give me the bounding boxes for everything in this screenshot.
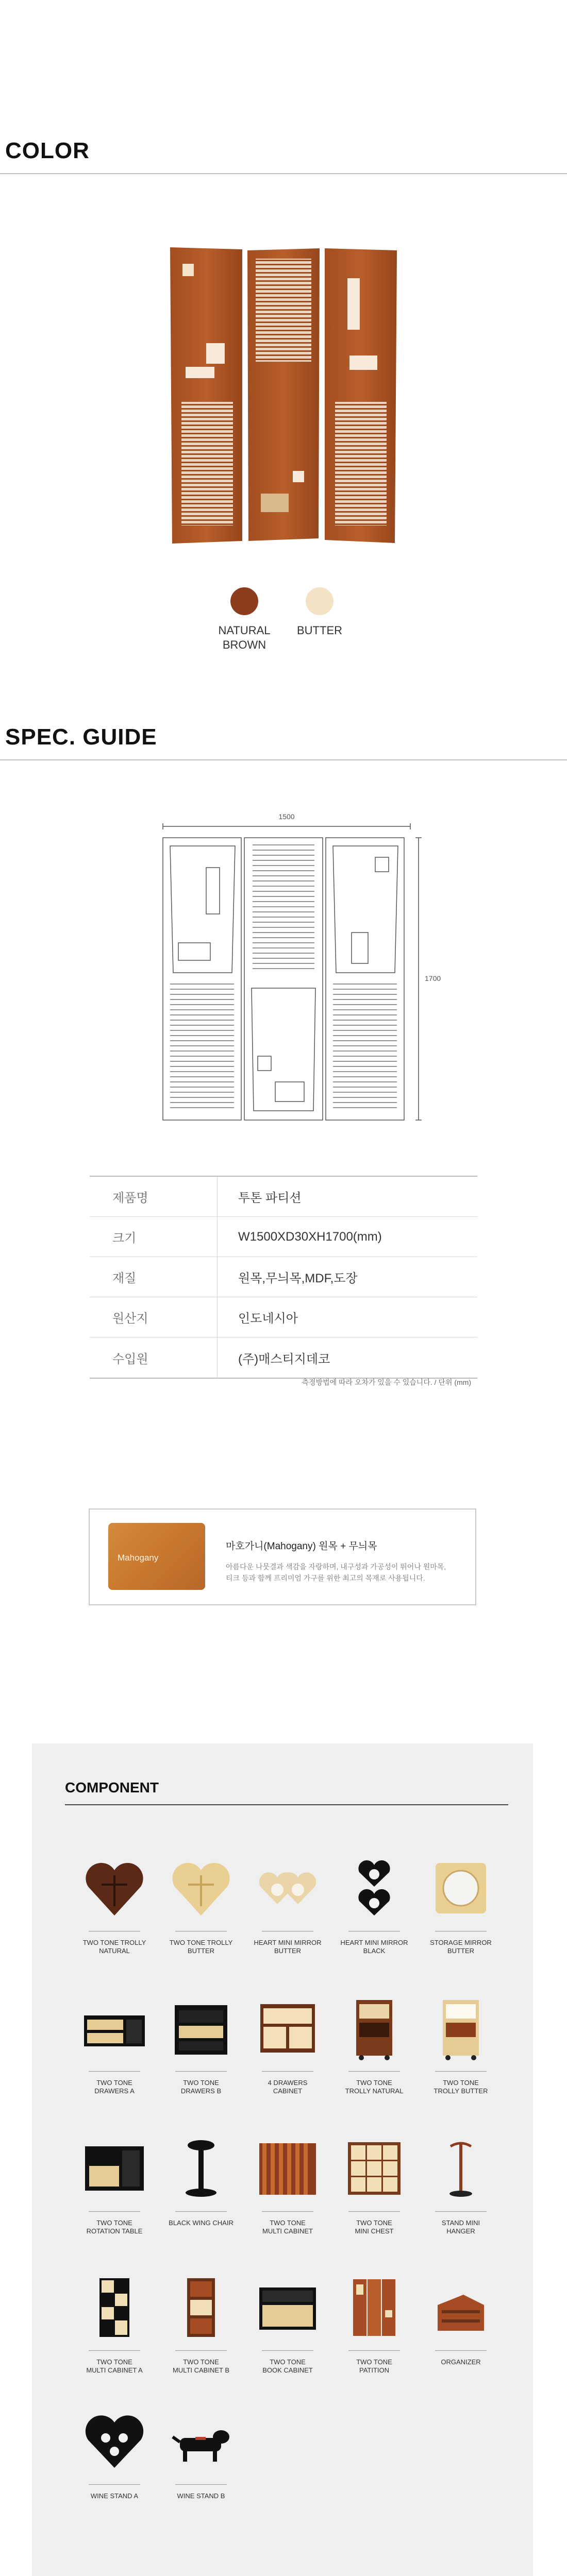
mahogany-wood-swatch <box>108 1523 205 1590</box>
component-label-line1: HEART MINI MIRROR <box>340 1939 408 1946</box>
natural-brown-swatch[interactable] <box>230 587 258 615</box>
component-label-line2: MULTI CABINET A <box>86 2366 143 2374</box>
component-label-line2: NATURAL <box>99 1947 130 1955</box>
component-label <box>73 2079 156 2095</box>
component-label <box>333 2079 415 2095</box>
component-label <box>73 1939 156 1955</box>
component-label <box>160 2079 242 2095</box>
component-label-line2: BOOK CABINET <box>262 2366 313 2374</box>
component-label-line1: TWO TONE <box>96 2219 132 2227</box>
component-label <box>160 2492 242 2500</box>
spec-value: W1500XD30XH1700(mm) <box>238 1229 382 1244</box>
component-label <box>246 2219 329 2235</box>
tall-cabinet-icon <box>168 2274 235 2341</box>
component-label <box>160 2219 242 2227</box>
trolly-butter-icon <box>427 1995 494 2062</box>
component-label-line2: BUTTER <box>447 1947 474 1955</box>
component-label-line2: MULTI CABINET B <box>172 2366 230 2374</box>
component-label-line1: TWO TONE <box>356 2219 392 2227</box>
component-divider-line <box>348 2350 400 2351</box>
cabinet-4-drawers-icon <box>254 1995 321 2062</box>
component-label <box>333 1939 415 1955</box>
book-cabinet-icon <box>254 2274 321 2341</box>
component-label-line1: TWO TONE <box>270 2219 306 2227</box>
spec-dimension-drawing <box>155 809 443 1139</box>
component-label <box>333 2219 415 2235</box>
component-item[interactable] <box>246 1995 329 2095</box>
butter-label-line1: BUTTER <box>297 624 342 637</box>
dim-height-label: 1700 <box>425 974 441 982</box>
component-item[interactable] <box>420 2274 502 2366</box>
organizer-icon <box>427 2274 494 2341</box>
component-divider-line <box>89 2484 140 2485</box>
component-divider-line <box>175 2211 227 2212</box>
component-label-line2: MINI CHEST <box>355 2227 394 2235</box>
component-label-line1: TWO TONE TROLLY <box>82 1939 146 1946</box>
component-item[interactable] <box>420 1855 502 1955</box>
component-item[interactable] <box>420 1995 502 2095</box>
spec-row-material <box>90 1257 477 1297</box>
component-label-line2: TROLLY BUTTER <box>433 2087 488 2095</box>
slat-cabinet-icon <box>254 2135 321 2202</box>
component-divider-line <box>262 2211 313 2212</box>
spec-section-title: SPEC. GUIDE <box>5 724 157 750</box>
component-label-line1: BLACK WING CHAIR <box>169 2219 234 2227</box>
component-label <box>420 2358 502 2366</box>
component-label-line1: WINE STAND A <box>90 2492 139 2500</box>
component-item[interactable] <box>333 2274 415 2375</box>
bar-stool-icon <box>168 2135 235 2202</box>
component-label-line1: TWO TONE <box>183 2079 219 2087</box>
spec-value: (주)매스티지데코 <box>238 1352 330 1366</box>
component-label-line1: STORAGE MIRROR <box>430 1939 492 1946</box>
dim-width-label: 1500 <box>278 812 295 821</box>
component-divider-line <box>435 2350 487 2351</box>
component-item[interactable] <box>246 2135 329 2235</box>
component-item[interactable] <box>160 1995 242 2095</box>
component-label-line2: DRAWERS B <box>180 2087 222 2095</box>
component-item[interactable] <box>420 2135 502 2235</box>
spec-row-name <box>90 1177 477 1217</box>
component-divider-line <box>348 2071 400 2072</box>
component-item[interactable] <box>160 2135 242 2227</box>
component-label <box>246 1939 329 1955</box>
component-label-line1: 4 DRAWERS <box>268 2079 308 2087</box>
component-label <box>246 2079 329 2095</box>
component-item[interactable] <box>160 1855 242 1955</box>
component-label-line1: HEART MINI MIRROR <box>254 1939 322 1946</box>
component-item[interactable] <box>160 2408 242 2500</box>
trolly-natural-icon <box>341 1995 408 2062</box>
spec-key: 재질 <box>90 1257 218 1297</box>
checker-cabinet-icon <box>81 2274 148 2341</box>
component-item[interactable] <box>246 1855 329 1955</box>
component-item[interactable] <box>73 2135 156 2235</box>
component-label-line1: TWO TONE <box>96 2079 132 2087</box>
component-label-line2: BLACK <box>363 1947 386 1955</box>
wine-stand-heart-icon <box>81 2408 148 2475</box>
component-divider-line <box>175 2071 227 2072</box>
spec-value: 투톤 파티션 <box>238 1191 302 1205</box>
spec-key: 크기 <box>90 1217 218 1257</box>
component-label-line1: TWO TONE <box>270 2358 306 2366</box>
heart-shelf-light-icon <box>168 1855 235 1922</box>
component-label-line1: TWO TONE <box>356 2079 392 2087</box>
component-item[interactable] <box>333 1995 415 2095</box>
component-label <box>160 1939 242 1955</box>
component-label <box>246 2358 329 2375</box>
round-mirror-box-icon <box>427 1855 494 1922</box>
component-divider-line <box>89 2350 140 2351</box>
spec-key: 원산지 <box>90 1297 218 1337</box>
spec-row-origin <box>90 1297 477 1337</box>
component-label-line2: BUTTER <box>274 1947 301 1955</box>
partition-icon <box>341 2274 408 2341</box>
component-divider-line <box>262 2071 313 2072</box>
component-item[interactable] <box>73 2408 156 2500</box>
component-label-line1: TWO TONE TROLLY <box>169 1939 233 1946</box>
spec-key: 제품명 <box>90 1177 218 1216</box>
component-label-line2: BUTTER <box>188 1947 214 1955</box>
component-item[interactable] <box>333 2135 415 2235</box>
spec-note: 측정방법에 따라 오차가 있을 수 있습니다. / 단위 (mm) <box>302 1378 471 1386</box>
component-label <box>420 2219 502 2235</box>
component-label-line2: ROTATION TABLE <box>86 2227 143 2235</box>
double-heart-mirror-black-icon <box>341 1855 408 1922</box>
component-label-line2: PATITION <box>359 2366 390 2374</box>
component-divider-line <box>348 2211 400 2212</box>
component-label-line2: MULTI CABINET <box>262 2227 313 2235</box>
butter-label <box>284 623 356 638</box>
component-item[interactable] <box>73 1855 156 1955</box>
component-item[interactable] <box>73 2274 156 2375</box>
double-heart-mirror-light-icon <box>254 1855 321 1922</box>
component-label <box>73 2492 156 2500</box>
component-divider-line <box>262 2350 313 2351</box>
component-divider <box>65 1804 508 1805</box>
component-label-line2: TROLLY NATURAL <box>345 2087 404 2095</box>
component-label <box>160 2358 242 2375</box>
wine-stand-dog-icon <box>168 2408 235 2475</box>
component-divider-line <box>435 2211 487 2212</box>
component-item[interactable] <box>73 1995 156 2095</box>
component-label <box>420 1939 502 1955</box>
spec-row-importer <box>90 1337 477 1378</box>
natural-brown-label-line2: BROWN <box>222 638 266 651</box>
component-label-line2: CABINET <box>273 2087 303 2095</box>
component-label-line1: ORGANIZER <box>441 2358 481 2366</box>
drawers-black-icon <box>168 1995 235 2062</box>
spec-key: 수입원 <box>90 1337 218 1378</box>
spec-value: 인도네시아 <box>238 1312 298 1326</box>
component-label <box>73 2219 156 2235</box>
component-divider-line <box>175 2484 227 2485</box>
component-divider-line <box>89 2071 140 2072</box>
natural-brown-label <box>208 623 280 652</box>
rotation-table-icon <box>81 2135 148 2202</box>
material-title: 마호가니(Mahogany) 원목 + 무늬목 <box>226 1541 377 1552</box>
component-label-line1: TWO TONE <box>96 2358 132 2366</box>
mahogany-swatch-label: Mahogany <box>118 1553 159 1563</box>
component-divider-line <box>89 2211 140 2212</box>
partition-product-image <box>170 247 397 544</box>
component-label <box>420 2079 502 2095</box>
spec-row-size <box>90 1217 477 1257</box>
component-label-line1: STAND MINI <box>441 2219 480 2227</box>
component-divider-line <box>435 2071 487 2072</box>
component-label-line2: HANGER <box>446 2227 475 2235</box>
material-description: 아름다운 나뭇결과 색감을 자랑하며, 내구성과 가공성이 뛰어나 원마목, 티크 등과 함께 프리미엄 가구를 위한 최고의 목재로 사용됩니다. <box>226 1563 446 1582</box>
color-section-divider <box>0 173 567 174</box>
drawers-wide-icon <box>81 1995 148 2062</box>
mini-chest-icon <box>341 2135 408 2202</box>
spec-section-divider <box>0 759 567 760</box>
component-label <box>73 2358 156 2375</box>
component-label-line1: TWO TONE <box>183 2358 219 2366</box>
component-panel <box>32 1743 533 2576</box>
component-item[interactable] <box>246 2274 329 2375</box>
stand-hanger-icon <box>427 2135 494 2202</box>
component-item[interactable] <box>333 1855 415 1955</box>
spec-value: 원목,무늬목,MDF,도장 <box>238 1272 358 1285</box>
component-label-line1: TWO TONE <box>443 2079 479 2087</box>
component-title: COMPONENT <box>65 1780 159 1795</box>
material-info-box <box>89 1509 476 1605</box>
component-label <box>333 2358 415 2375</box>
spec-table <box>90 1176 477 1379</box>
component-item[interactable] <box>160 2274 242 2375</box>
heart-shelf-dark-icon <box>81 1855 148 1922</box>
component-label-line1: TWO TONE <box>356 2358 392 2366</box>
butter-swatch[interactable] <box>306 587 333 615</box>
component-label-line2: DRAWERS A <box>94 2087 135 2095</box>
component-label-line1: WINE STAND B <box>177 2492 225 2500</box>
natural-brown-label-line1: NATURAL <box>218 624 271 637</box>
component-divider-line <box>175 2350 227 2351</box>
color-section-title: COLOR <box>5 138 90 163</box>
